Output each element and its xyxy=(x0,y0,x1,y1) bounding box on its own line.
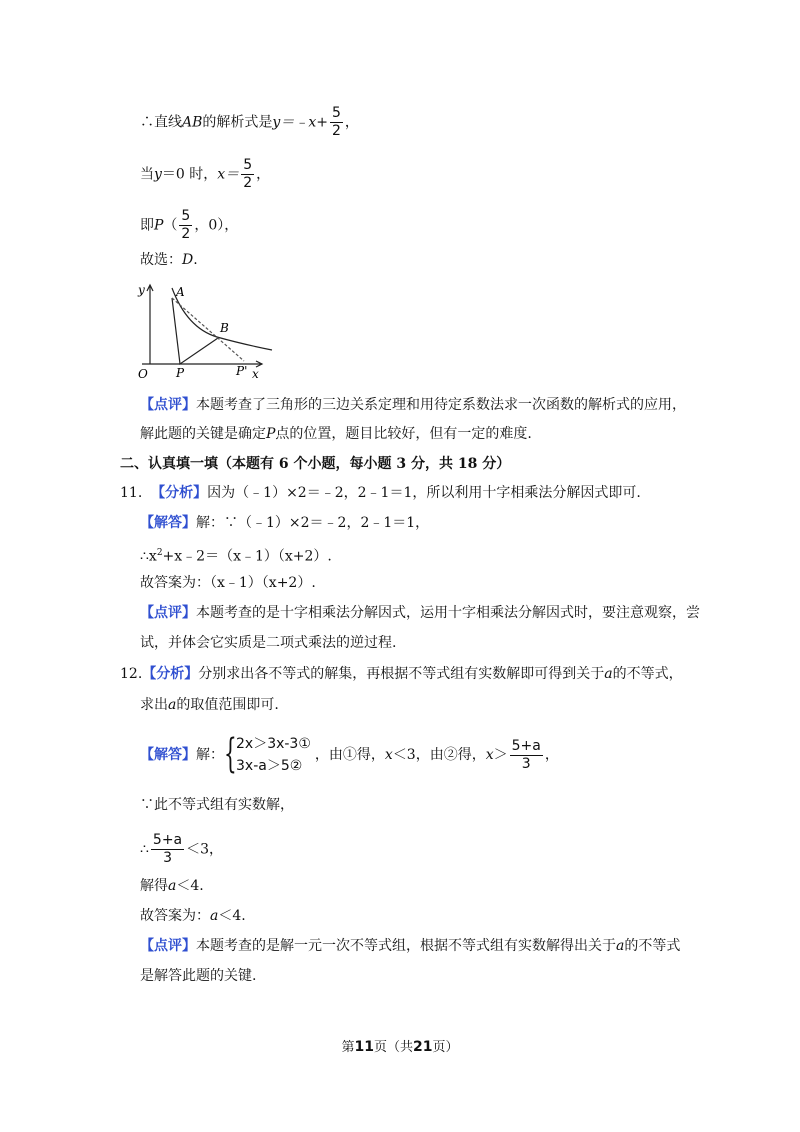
label-o: O xyxy=(138,367,148,381)
line-point-p: 即P（ $\frac{5}{2}$ ，0）， xyxy=(140,208,239,242)
label-y: y xyxy=(138,283,145,297)
page-footer: 第11页（共21页） xyxy=(341,1039,459,1055)
q12-solve: 解得a＜4. xyxy=(140,878,204,894)
triangle-apb xyxy=(172,298,218,364)
fraction: $\frac{5}{2}$ xyxy=(331,105,341,139)
label-a: A xyxy=(176,285,185,299)
label-b: B xyxy=(220,321,229,335)
section-title: 二、认真填一填（本题有 6 个小题，每小题 3 分，共 18 分） xyxy=(120,456,511,472)
hyperbola-curve xyxy=(172,288,272,350)
q12-therefore: ∴ $\frac{5+a}{3}$ ＜3， xyxy=(140,832,224,866)
q12-review-line-2: 是解答此题的关键. xyxy=(140,968,257,984)
label-p: P xyxy=(176,366,185,380)
inequality-system: { 2x＞3x-3① 3x-a＞5② xyxy=(224,731,311,777)
q11-analysis: 11. 【分析】因为（﹣1）×2＝﹣2，2﹣1＝1，所以利用十字相乘法分解因式即可. xyxy=(120,485,641,501)
q12-analysis-line-1: 12.【分析】分别求出各不等式的解集，再根据不等式组有实数解即可得到关于a的不等式， xyxy=(120,666,683,682)
fraction: $\frac{5}{2}$ xyxy=(243,157,253,191)
q11-final: 故答案为：（x﹣1）（x+2）. xyxy=(140,575,316,591)
fraction: $\frac{5}{2}$ xyxy=(181,208,191,242)
line-when-y-zero: 当y＝0 时，x＝ $\frac{5}{2}$ ， xyxy=(140,157,271,191)
label-p-prime: P' xyxy=(236,364,248,378)
fraction: $\frac{5+a}{3}$ xyxy=(152,832,183,866)
line-choose: 故选：D. xyxy=(140,252,198,268)
q11-answer: 【解答】解：∵（﹣1）×2＝﹣2，2﹣1＝1， xyxy=(140,515,430,531)
q12-analysis-line-2: 求出a的取值范围即可. xyxy=(140,697,279,713)
geometry-figure xyxy=(132,280,282,382)
q11-review-line-1: 【点评】本题考查的是十字相乘法分解因式，运用十字相乘法分解因式时，要注意观察，尝 xyxy=(140,605,700,621)
q11-step: $\therefore x^2+x﹣2=(x﹣1)(x+2)$. xyxy=(140,548,332,565)
q12-since: ∵此不等式组有实数解， xyxy=(140,797,294,813)
label-x: x xyxy=(252,367,259,381)
dashed-line-ab xyxy=(172,298,244,361)
review-1-line-1: 【点评】本题考查了三角形的三边关系定理和用待定系数法求一次函数的解析式的应用， xyxy=(140,397,686,413)
q12-review-line-1: 【点评】本题考查的是解一元一次不等式组，根据不等式组有实数解得出关于a的不等式 xyxy=(140,938,681,954)
q12-final: 故答案为：a＜4. xyxy=(140,908,246,924)
review-1-line-2: 解此题的关键是确定P点的位置，题目比较好，但有一定的难度. xyxy=(140,426,532,442)
q12-answer: 【解答】解： { 2x＞3x-3① 3x-a＞5② ，由①得，x＜3，由②得，x＞ $\frac{5+a}{3}$ ， xyxy=(140,731,559,777)
brace-icon: { xyxy=(224,731,237,777)
fraction: $\frac{5+a}{3}$ xyxy=(511,737,541,772)
line-ab-equation: ∴直线AB的解析式是y＝﹣x+ $\frac{5}{2}$ ， xyxy=(140,105,359,139)
q11-review-line-2: 试，并体会它实质是二项式乘法的逆过程. xyxy=(140,635,397,651)
